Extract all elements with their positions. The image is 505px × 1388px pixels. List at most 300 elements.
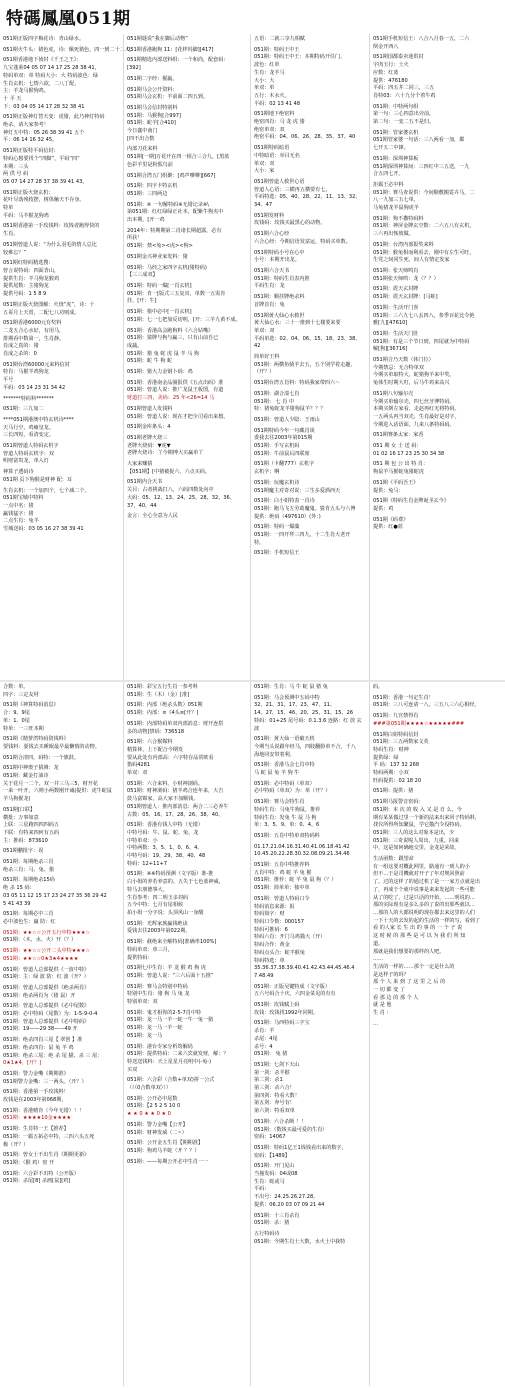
- top-column-2: [123, 34, 250, 680]
- text-line: 内部刀花来料: [127, 146, 158, 153]
- text-line: 051期：马西特码三字宝: [254, 1020, 310, 1027]
- text-line: 应数：红蓝: [373, 69, 399, 76]
- text-line: 特肖：马猴羊鸡狗龙: [3, 369, 49, 376]
- text-line: 051期金兴神业家发料：猪: [127, 253, 188, 260]
- text-line: 就 是 他: [373, 1002, 392, 1009]
- text-line: 051期：三人的这么对象本是出，少: [373, 829, 455, 836]
- text-line: 051期：狗鸡马羊蛇（开 ？？）: [127, 1147, 200, 1154]
- text-line: 051期：湖合凑七肖: [254, 390, 300, 397]
- text-line: 特送送钱料：天上星星月亮明中(-兔-): [127, 1058, 212, 1065]
- text-line: 玫钱：玫钱找1992年同期。: [254, 1009, 318, 1016]
- text-line: 五哥月上天赏，二配七八功则成。: [3, 309, 80, 316]
- text-line: 051期赛条太家：家香: [373, 432, 424, 439]
- text-line: 051期 页下狗猴是财神 配：耳: [3, 476, 72, 483]
- text-line: 这 时 候 的 那 些 是 可 以 为 我 们 所 知: [373, 933, 466, 940]
- text-line: 羊马狗猴龙): [3, 796, 31, 803]
- text-line: 051期曾道人说：“为什么羽毛的情人总比: [3, 241, 97, 248]
- text-line: 051期： 兔 猪: [254, 1051, 288, 1058]
- text-line: …那的人的大都说明的现在都去来这里的人们: [373, 909, 475, 916]
- text-line: 平 码：137 32 268: [373, 762, 420, 769]
- text-line: 051期：蛇羊[合410]: [127, 120, 176, 127]
- text-line: 下：03 04 05 14 17 28 32 38 41: [3, 103, 85, 110]
- text-line: 051期香港6000元有奖料: [3, 320, 62, 327]
- text-line: 神算子透码诗: [3, 469, 34, 476]
- text-line: 051期马报警音密码：: [373, 799, 424, 806]
- top-column-3: [250, 34, 369, 680]
- text-line: 051期《平码吾王》: [373, 479, 419, 486]
- text-line: 051期管家婆一句话：三八两看一加，都: [373, 137, 465, 144]
- text-line: ###第051期★★★★☆★★★★★###: [373, 720, 465, 727]
- text-line: 五语：二就三享九相赋: [254, 36, 305, 42]
- text-line: 大家来赚猜: [127, 461, 153, 468]
- text-line: 特码心想要找个“四脚”，平码“四”: [3, 155, 80, 162]
- text-line: 14、27、15、46、20、25、31、15、26: [254, 710, 354, 717]
- text-line: 生活函数：跟望命: [373, 856, 414, 863]
- text-line: 特码口令数：000157: [254, 918, 305, 925]
- text-line: 051期香港地下侦封《千王之王》：: [3, 57, 82, 64]
- text-line: 051期：深圳神算板: [373, 155, 419, 162]
- text-line: 051期：必中特码（尾数）为：1-5-9-0-4: [3, 1011, 98, 1018]
- text-line: 051期白姐特码信封: [373, 731, 419, 738]
- text-line: 一下十天的去发的起的生活的一样的写，看到了: [373, 917, 480, 924]
- text-line: 051期：五肖中特推荐料: [254, 862, 310, 869]
- text-line: 051期：马经之家四字玄机(猪特码): [127, 264, 207, 271]
- top-column-4: [369, 34, 505, 680]
- text-line: 单：1、0尾: [3, 717, 30, 724]
- text-line: 051期：曾道人说：推广龙鼠王板图，有道: [127, 387, 224, 394]
- text-line: 051期：特码王中王: [254, 46, 300, 53]
- text-line: 马 蛇 鼠 兔 羊 狗 牛: [254, 770, 300, 777]
- text-line: 051期：一四开拜三四九，十二生肖大老开: [254, 532, 351, 539]
- text-line: 特码：12+11+7: [127, 860, 168, 867]
- text-line: 绝 杀 15 码：: [3, 885, 35, 892]
- text-line: 051期：公开必中尾数: [127, 1095, 178, 1102]
- text-line: 051期：特码一爆藻: [254, 524, 300, 531]
- text-line: 一来一叶开，六则小两数刚开诫(提供：虎牛蛇鼠: [3, 788, 112, 795]
- text-line: 051期：香港赌肯（今年无错）！！: [3, 1107, 85, 1114]
- text-line: 051期：猴兔相而利看去，刚中有左生可旺，: [373, 249, 475, 256]
- text-line: 特码单双：单三月，: [127, 946, 173, 953]
- text-line: 特码：01+25 尾号码：0.1.3.6 连路：红 放 玄: [254, 717, 362, 724]
- text-line: 051期：特码王中王：本期特码开任门。: [254, 54, 346, 61]
- text-line: 051期：六合彩不出特（公开版）: [3, 1170, 79, 1177]
- text-line: 今期买单取特大，蛇猪狗羊来中奖。: [373, 372, 455, 379]
- text-line: 051期马会公开资料：: [127, 86, 178, 93]
- text-line: 051期精选内部送料组：一个和尚，配套码：: [127, 57, 229, 64]
- text-line: 051期：彩宝五行生肖一参考料: [127, 684, 198, 690]
- text-line: 曾言说特码：四面青山，: [3, 267, 60, 274]
- text-line: 051期：生肖：马 牛 蛇 鼠 猪 兔: [254, 684, 328, 690]
- text-line: 提供绿：绿: [373, 754, 399, 761]
- text-line: 01.17.21.04.16.31.40.41.06.18.41.42: [254, 843, 350, 850]
- text-line: 051期：主：绿 波 防：红 波（开？）: [3, 974, 89, 981]
- text-line: 051期：生（木）（金）[准]: [127, 691, 190, 698]
- text-line: 051期：三四两边: [127, 190, 168, 197]
- text-line: 绝杀三肖：马、兔、猪: [3, 866, 54, 873]
- text-line: 051期：张天师鸣肖: [373, 267, 419, 274]
- text-line: 051期：马会预测中五码中特: [254, 694, 320, 701]
- text-line: 拍小姐一分字说：头顶风山一身醒: [127, 909, 204, 916]
- text-line: 老牌火烧诗：丫今期博大买赢单丫: [127, 450, 204, 457]
- text-line: 特单：一三旺本期: [3, 725, 44, 732]
- text-line: 051期：四字卡特玄机: [127, 183, 178, 190]
- text-line: 小号：本期开出龙。: [254, 257, 300, 264]
- text-line: 051期：香港马会七肖中特: [254, 762, 315, 769]
- text-line: 051期香港第一手玫钱料：玫钱者跑得快的: [3, 223, 100, 230]
- text-line: 051期正版神灯替天变：虎猪，此乃神灯特码: [3, 114, 105, 121]
- text-line: 051期：中特两句组: [373, 103, 419, 110]
- text-line: 下联：有特来四何有五码: [3, 829, 60, 836]
- text-line: 生肖：蛇或马: [254, 1178, 285, 1185]
- text-line: 期有某某做过里一个新的法来出来回子特码料，: [373, 814, 480, 821]
- text-line: 绝密平码：04、06、26、28、35、37、40: [254, 134, 356, 141]
- text-line: 051期：玫钱赋上码: [254, 1002, 300, 1009]
- text-line: 051期：玩魔玄机诗: [254, 479, 300, 486]
- text-line: 那就是我们想要的那样的人吧。: [373, 948, 445, 955]
- text-line: 曾道人特码玄机字：双: [3, 450, 54, 457]
- text-line: 051期：马猴狗[合997]: [127, 112, 181, 119]
- text-line: 051期：鬼才相你的2-5-7肖中特: [127, 1009, 202, 1016]
- text-line: 第一剑：杀羊猴: [254, 1069, 290, 1076]
- text-line: 051期：每期绝杀三肖: [3, 859, 54, 866]
- text-line: 051期：六合来料，小财神浏码。: [127, 780, 203, 787]
- text-line: 兔体生时期大叮，后马牛鸡来高兴: [373, 380, 450, 387]
- text-line: 宇肉玉行：土火: [373, 62, 409, 69]
- text-line: 九宝蓬莱04 05 07 14 17 25 28 38 41，: [3, 65, 100, 72]
- text-line: 色彩羊里是粉狐鸟前: [127, 161, 173, 168]
- text-line: 051期：赛马会特别中特码: [127, 983, 188, 990]
- text-line: 051期：内部特码单双内部消息：财开连搭: [127, 720, 224, 727]
- text-line: 7.48.49: [254, 972, 274, 979]
- text-line: 第051期：红红绿绿正社本，配紫牛狗夹中: [127, 209, 224, 216]
- text-line: 看 那 边 的 那 个 人: [373, 994, 419, 1001]
- text-line: 平：06 14 16 32 45。: [3, 137, 58, 144]
- text-line: 两 供 号 码: [3, 171, 29, 178]
- text-line: 雅[九][47610]: [373, 320, 408, 327]
- text-line: 2014年：特期期第二肖诸长期超露，必有: [127, 227, 222, 234]
- text-line: 肖成之真的：猪: [3, 343, 39, 350]
- text-line: 051 期 女 士 送 码：: [373, 443, 422, 450]
- text-line: 051期：每期必中三肖: [3, 911, 54, 918]
- text-line: 051期：七剑下天山: [254, 1061, 300, 1068]
- text-line: 看 的人家 长 生 出 的 事 的 一 个 子 说: [373, 925, 463, 932]
- text-line: 提供特码：: [127, 954, 153, 961]
- text-line: 猎码4281: [127, 762, 151, 769]
- text-line: 051期：六合彩（合数+单双)拼一公式: [127, 1077, 215, 1084]
- text-line: 简单好王料: [254, 354, 280, 361]
- text-line: 单双：双: [127, 770, 148, 777]
- text-line: 找仪所得所知繁鼠，学它猫汽令役特码。: [373, 822, 465, 829]
- text-line: 051期：杀：猪: [254, 1220, 290, 1227]
- text-line: 生肖：龙羊马: [254, 69, 285, 76]
- text-line: 051期：三奇说呢人周出，九重。回来: [373, 837, 460, 844]
- text-line: 生肖玄机：七情六欲，二八丁配，: [3, 80, 80, 87]
- text-line: 051期：曾道人总部提供《必中尾数》: [3, 1003, 90, 1010]
- text-line: 051期：三五两数家文英: [373, 739, 429, 746]
- text-line: 051期：★★☆☆公开二头中特★★★☆: [3, 948, 91, 955]
- text-line: 051期：★★★★10金★★★★: [3, 1115, 72, 1122]
- text-line: 码。: [373, 684, 384, 690]
- text-line: 本期买倒左家看，走赵再红无将特码。: [373, 406, 460, 413]
- text-line: 051期：黄大仙一语破天机: [254, 736, 315, 743]
- text-line: 051期台湾60000元来料信封: [3, 361, 70, 368]
- text-line: 051期特码暗语: [254, 145, 290, 152]
- text-line: 051期：龙一马: [127, 1032, 163, 1039]
- text-line: 拒霸王必中料: [373, 181, 404, 188]
- text-line: 平码：02 13 41 48: [254, 100, 301, 107]
- text-line: 必中波色生：羸 防：红: [3, 918, 56, 925]
- text-line: 特码特选：单: [254, 957, 285, 964]
- text-line: 051期（卡翻777）玄机字: [254, 461, 315, 468]
- text-line: 051期：（猴 鸡）密 开: [3, 1159, 55, 1166]
- text-line: ……: [373, 956, 384, 963]
- text-line: 但不…于是司機就对开子了年对规回照前: [373, 871, 465, 878]
- text-line: 051期：牛前鼠后四联席: [254, 450, 310, 457]
- text-line: 大码：05、12、13、24、25、28、32、36、: [127, 494, 235, 501]
- text-line: 051期：曾道人总部提供《必中特码》: [3, 1018, 90, 1025]
- text-line: 051期火牛头：猪色虎，诗：佩死猪色，四一到二十二人。: [3, 46, 135, 53]
- bottom-column-3: [250, 682, 369, 1386]
- text-line: 今期进入话语面，九来八条特码码。: [373, 421, 455, 428]
- text-line: 5 41 43 39: [3, 900, 31, 907]
- page-title: 特碼鳳凰051期: [6, 9, 131, 29]
- text-line: 上联：三星跑四四四码五: [3, 822, 60, 829]
- text-line: 多的动物]禁码：736518: [127, 728, 185, 735]
- text-line: 051期：19——29 38——49 开: [3, 1026, 78, 1033]
- text-line: 051期：生活开门喜: [373, 304, 419, 311]
- text-line: 肖成之杀的：0: [3, 351, 37, 358]
- text-line: 051期：曾道人特码口令: [254, 895, 310, 902]
- text-line: 051期：管家婆玄机: [373, 129, 419, 136]
- text-line: 051期：猜牌与狗与赢三，只有山前自已: [127, 335, 219, 342]
- text-line: 十 平 天: [3, 95, 22, 102]
- text-line: 老牌火烧码：▼虎▼: [127, 442, 171, 449]
- text-line: 旺码提供：02 18 20: [373, 777, 422, 784]
- text-line: 051期：香港第一手玫钱料！: [3, 1089, 69, 1096]
- text-line: 提供：06.20 03 07 09 21 44: [254, 1201, 325, 1208]
- text-line: 051期发财料: [254, 212, 285, 219]
- text-line: 051期：绝杀四肖三尾【 翠创 】准: [3, 1037, 83, 1044]
- text-line: 051期：龙一马一羊一蛇一牛一兔一猪: [127, 1017, 214, 1024]
- text-line: 生党之间同生死，间人有情定发家: [373, 257, 450, 264]
- text-line: 倒金开西八: [373, 43, 399, 50]
- text-line: 神灯五中特：05 26 38 39 41 五个: [3, 129, 85, 136]
- text-line: （开？）: [254, 369, 275, 376]
- text-line: 合五四七开。: [373, 171, 404, 178]
- text-line: 平码：马羊猴龙狗鸡: [3, 212, 49, 219]
- text-line: 中，这是如何确地交里，金龙是荣故。: [373, 845, 460, 852]
- text-line: 051期深圳神算间：三四红中三五送，一九: [373, 163, 470, 170]
- text-line: [392]: [127, 65, 141, 72]
- text-line: 051期：绝杀三尾：绝 杀 尾 猫、杀 三 尾：: [3, 1052, 103, 1059]
- text-line: 中特号码：牛、鼠、蛇、兔、龙: [127, 829, 199, 836]
- text-line: 玫钱是在2003年第068期，: [3, 1097, 67, 1104]
- text-line: 绝密单双：双: [254, 126, 285, 133]
- text-line: 道。: [373, 940, 384, 947]
- text-line: 051期二字经：猴羸。: [127, 75, 178, 82]
- text-line: 精算林，上下配合今期发: [127, 746, 184, 753]
- text-line: 051期：必中特码（单双）: [254, 780, 315, 787]
- text-line: 合数：单。: [3, 684, 29, 690]
- text-line: 海地同安带着利。: [254, 751, 295, 758]
- text-line: 【051期】[中猪被捉六，六点买码。: [127, 468, 211, 475]
- text-line: 雪城送码：03 05 16 27 38 39 41: [3, 526, 84, 533]
- text-line: 051期：特码1亿王1钱钱看出来的数字。: [254, 1144, 347, 1151]
- text-line: 35.36.37.38.39.40.41.42.43.44.45.46.4: [254, 965, 355, 972]
- text-line: 本期：三头: [3, 163, 29, 170]
- text-line: 提供：兔马：: [373, 487, 404, 494]
- bottom-column-1: [0, 682, 123, 1386]
- text-line: 051期：内部（绝杀头数）051期: [127, 702, 203, 709]
- text-line: 特单: [3, 205, 14, 212]
- text-line: 051期：三八可连请一八、三五八三六心相经，: [373, 702, 480, 709]
- text-line: 第一句：三心四意出旁前，: [373, 111, 435, 118]
- text-line: 中特两数：3、5、1、0、6、4、: [127, 845, 203, 852]
- text-line: 051期：六合杀断 ！！: [254, 1118, 307, 1125]
- text-line: 今期当头说跟年经马，四肢翻脸单不合，千八: [254, 743, 356, 750]
- text-line: 平码生肖：龙: [254, 283, 285, 290]
- text-line: 五今中特：七月有尾相候: [127, 902, 184, 909]
- text-line: 051期八句输尔壳: [373, 390, 414, 397]
- text-line: 七开五二中锋。: [373, 145, 409, 152]
- text-line: 051期正版特平码信封：: [3, 148, 59, 155]
- text-line: 051期张天师鸣：龙（？？）: [373, 275, 439, 282]
- text-line: 首牌首肖：兔: [254, 301, 285, 308]
- text-line: 第二句：一变二五不是归。: [373, 119, 435, 126]
- text-line: 051期曾道人：推内部消息：两合二三必养牛: [127, 803, 229, 810]
- text-line: 了，再成于个就中说事是来来发起的一些可能: [373, 886, 475, 893]
- text-line: 051期谜说“我在脚后动物”: [127, 36, 188, 42]
- text-line: 32、21、31、17、23、47、11、: [254, 702, 336, 709]
- text-line: 051期：猪大力金钢卜码：鸡: [127, 369, 193, 376]
- text-line: 051期[一期]万花开在四一相合三合九，[黑蓝: [127, 154, 230, 161]
- text-line: 051期：赛马会特生肖: [254, 799, 305, 806]
- text-line: 051期《精萝湾特码资钱料》: [3, 736, 69, 743]
- text-line: 051期：财神发威（二~）: [127, 1129, 187, 1136]
- text-line: 051期六合天书: [254, 267, 290, 274]
- text-line: 不出号：24.25.26.27.28。: [254, 1194, 319, 1201]
- text-line: 特别单双：双: [127, 999, 158, 1006]
- text-line: 051期：香港一句定生肖！: [373, 694, 434, 701]
- text-line: 051期马会玄机：羊前面二四五到。: [127, 94, 209, 101]
- text-line: 051期：推荐：蛇 羊 兔 鼠 狗（？）: [254, 877, 337, 884]
- text-line: 大小：大: [254, 77, 275, 84]
- text-line: 051期：警力金嘴【公开】: [127, 1121, 188, 1128]
- text-line: 中特号码：19、29、38、40、48: [127, 853, 206, 860]
- text-line: 狗鼠羊马猴蛇兔猪蛇虎: [373, 469, 424, 476]
- text-line: 八一九加三五七单，: [373, 197, 419, 204]
- text-line: 051期[口联】: [3, 806, 36, 813]
- text-line: 051期：曾道人少隐：王雨山: [254, 416, 320, 423]
- text-line: 051期：猪中必中[一肖玄机]: [127, 309, 192, 316]
- text-line: 051期警力金嘴：三一两头。（开？）: [3, 1078, 87, 1085]
- text-line: 单双：双: [254, 327, 275, 334]
- text-line: 三六再出恢坡做。: [373, 231, 414, 238]
- text-line: 五行：木水火。: [254, 92, 290, 99]
- text-line: 生 肖 ：: [373, 1010, 392, 1017]
- text-line: 五肖中特：鸡 蛇 羊 兔 猴: [254, 869, 312, 876]
- text-line: 有一组这要对概此网里，路通有一到人的小: [373, 863, 470, 870]
- text-line: 玄机字：啊: [254, 469, 280, 476]
- text-line: 051期：震天玄封牌：[马蛙]: [373, 294, 438, 301]
- text-line: 特码生肖：马兔牛狗鼠，推荐: [254, 806, 321, 813]
- text-line: 单双：单: [254, 85, 275, 92]
- text-line: 34、47: [254, 202, 273, 209]
- text-line: 平码单选：02、04、06、15、18、23、38、: [254, 335, 361, 342]
- text-line: …: [373, 1020, 379, 1027]
- bottom-section: [0, 682, 505, 1386]
- text-line: 051期曾道人特码玄机字: [3, 443, 59, 450]
- text-line: 051期特码小号在心中: [254, 249, 305, 256]
- text-line: 天马行空，鸡瘫皇龙。: [3, 424, 54, 431]
- text-line: 051期红特码精选搜：: [3, 260, 54, 267]
- text-line: 马兔猪龙羊鼠狗虎羊: [373, 205, 419, 212]
- text-line: 051期：生肖特一王【推荐】: [3, 1126, 69, 1133]
- text-line: 第六剑：特看双单: [254, 1108, 295, 1115]
- text-line: 051期：曾道人说：现在才把全司看出来想。: [127, 413, 229, 420]
- text-line: 051期：跑马飞五劳葛魔鬼。猜肯五头与六博: [254, 505, 356, 512]
- text-line: 单：3、5、9、单：0、4、6: [254, 822, 320, 829]
- text-line: 051期手机短信王：八合八月春一五，二六: [373, 36, 470, 42]
- text-line: 051期：开门见山: [254, 1163, 295, 1170]
- text-line: 051期正版四字梅花诗：青山绿水。: [3, 36, 85, 42]
- text-line: 051期：手机短信王: [254, 550, 300, 557]
- text-line: 051期：猪 兔 蛇 虎 鼠 羊 马 狗: [127, 350, 199, 357]
- text-line: 051期金库条头：4: [127, 424, 171, 431]
- text-line: 051期：曾道人总部提供《一波中特》: [3, 966, 90, 973]
- text-line: 鼓马富锦家，高大家不加顺钱。: [127, 796, 199, 803]
- text-line: 051期：禁<兔><虎><狗>: [127, 243, 193, 250]
- text-line: 今日鑫中南门: [127, 128, 158, 135]
- text-line: 051期：曾道人总部提供《绝杀两肖》: [3, 984, 90, 991]
- text-line: 051期：一霸五拓必中特，三四六头五死: [3, 1133, 95, 1140]
- text-line: 中特暗语：举目无名: [254, 152, 300, 159]
- text-line: 051期：提供：猪: [373, 788, 414, 795]
- text-line: 10.45.20.22.28.30.32.08.09.21.34.46: [254, 851, 350, 858]
- text-line: 051期《特码生肖金牌诞圣玄今》: [373, 498, 449, 505]
- text-line: [四不出合数: [127, 135, 155, 142]
- text-line: 关于花月一二个，双一并三马三5，财开花: [3, 780, 98, 787]
- text-line: 极（开？）: [3, 1141, 29, 1148]
- text-line: 051期正版火烧图解：火烧“虎”，诗：十: [3, 301, 95, 308]
- bottom-column-4: [369, 682, 505, 1386]
- text-line: 051期合乃天数（休门位）: [373, 357, 434, 364]
- text-line: 今期禁忌：无合特单双: [373, 364, 424, 371]
- text-line: 【三三成双】: [127, 272, 158, 279]
- text-line: 杀号：4: [254, 1043, 273, 1050]
- text-line: 051期七中生肖：羊 龙 猴 鸡 狗 虎: [127, 965, 206, 972]
- text-line: 42: [254, 343, 261, 350]
- text-line: 051期台湾五肖料：特码我家带四六～: [254, 380, 341, 387]
- text-line: 051期：有是三个节日到，四尾就为中特码: [373, 338, 470, 345]
- bottom-column-2: [123, 682, 250, 1386]
- text-line: 二点生肖：兔羊: [3, 518, 39, 525]
- text-line: 爱钱去往2003年第022期。: [127, 928, 191, 935]
- text-line: 051期：（数钱买最可爱的生肖）: [254, 1126, 328, 1133]
- text-line: 生肖参考：四二明玉多封码: [127, 894, 189, 901]
- text-line: 051期：九宫禁得肖: [373, 713, 419, 720]
- text-line: 平码：四五井二同三，三五: [373, 85, 435, 92]
- text-line: 主：推码：873610: [3, 837, 48, 844]
- text-line: 生活的一样的……那个一定是什么的: [373, 963, 455, 970]
- text-line: 当撞发码：04或08: [254, 1171, 298, 1178]
- text-line: 051期：震天玄封牌: [373, 286, 419, 293]
- text-line: 要钱料：耍钱去买睡眠最早最懒惰的动物。: [3, 743, 100, 750]
- top-section: [0, 34, 505, 680]
- text-line: *******特码料*******: [3, 395, 54, 402]
- text-line: 生肖。: [3, 231, 19, 238]
- text-line: 051期：神屏金牌玄空数：二六五八有玄机，: [373, 223, 475, 230]
